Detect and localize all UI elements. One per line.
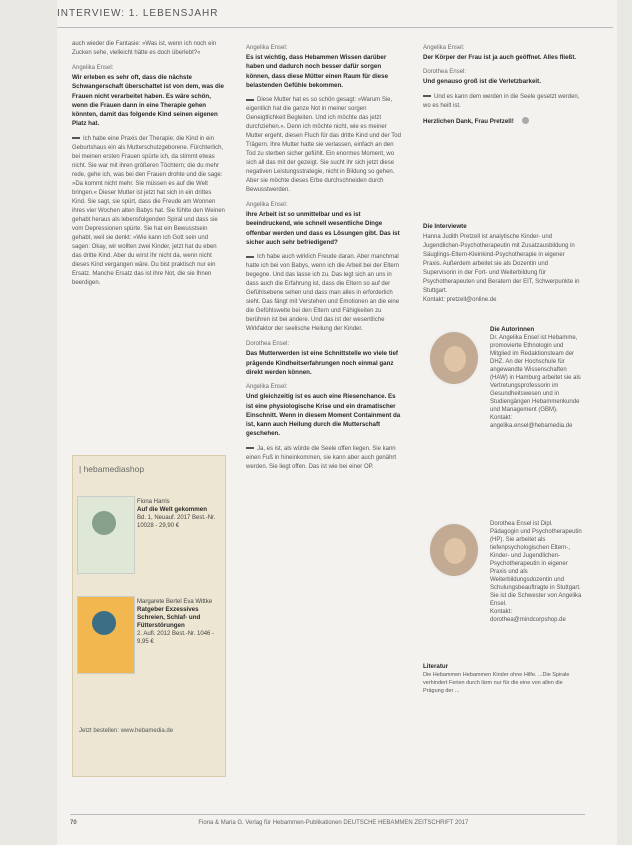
cover-illustration bbox=[92, 511, 116, 535]
book-details: Bd. 1, Neuauf. 2017 Best.-Nr. 10028 - 29,90 € bbox=[137, 515, 216, 529]
answer-text: Ja, es ist, als würde die Seele offen liegen. Sie kann einen Fuß in hineinkommen, sie kann aber auch genährt werden. Sie liegt offen. Das ist wie bei einer OP. bbox=[246, 445, 397, 470]
interviewee-box bbox=[423, 222, 581, 305]
speaker-label: Angelika Ensel: bbox=[246, 202, 288, 209]
dash-icon bbox=[72, 137, 80, 139]
infobox-contact[interactable]: Kontakt: pretzell@online.de bbox=[423, 297, 497, 304]
face-image bbox=[444, 346, 466, 372]
interview-answer bbox=[246, 253, 403, 334]
end-mark-icon bbox=[522, 117, 529, 124]
speaker-label: Angelika Ensel: bbox=[72, 65, 114, 71]
interview-question: Wir erleben es sehr oft, dass die nächste Schwangerschaft überschattet ist von dem, was die Frauen nicht verarbeitet haben. Es wäre schön, wenn die Frauen dann in eine Therapie gehen könnten, damit das folgende Kind seinen eigenen Platz hat. bbox=[72, 74, 224, 128]
book-title: Ratgeber Exzessives Schreien, Schlaf- und Fütterstörungen bbox=[137, 606, 201, 629]
shop-link[interactable]: Jetzt bestellen: www.hebamedia.de bbox=[79, 728, 174, 734]
answer-text: Ich habe auch wirklich Freude daran. Aber manchmal hatte ich bei von Babys, wenn ich die Arbeit bei der Eltern begegne. Und das lasse ich zu. Das legt sich an uns in dass auch die Erfahrung ist, dass die Eltern so auf der Gefühlsebene sehen und dass man alles in erforderlich sieht. Das fängt mit Verstehen und Emotionen an die eine die Gefühlswelte bei den Eltern und Fähigkeiten zu berühren ist bei andere. Und das ist der wesentliche Wirkfaktor der seelische Heilung der Kinder. bbox=[246, 254, 400, 333]
interview-question: Das Mutterwerden ist eine Schnittstelle wo viele tief prägende Kindheitserfahrungen noch einmal ganz direkt werden können. bbox=[246, 350, 398, 376]
literature-text: Die Hebammen Hebammen Kinder ohne Hilfe. ...Die Spirale verhindert Ferien durch lärm nur für die eine von allen die Prägung der ... bbox=[423, 672, 570, 695]
book-info bbox=[137, 598, 222, 646]
speaker-label: Dorothea Ensel: bbox=[423, 69, 467, 76]
interview-question: Es ist wichtig, dass Hebammen Wissen darüber haben und dadurch noch besser dafür sorgen können, dass diese Mütter einen Raum für diese belastenden Gefühle bekommen. bbox=[246, 54, 389, 89]
speaker-label: Angelika Ensel: bbox=[246, 384, 288, 391]
face-image bbox=[444, 538, 466, 564]
cover-illustration bbox=[92, 611, 116, 635]
interview-question: Und genauso groß ist die Verletzbarkeit. bbox=[423, 78, 541, 86]
author-contact[interactable]: Kontakt: dorothea@mindcorpshop.de bbox=[490, 609, 566, 623]
answer-text: Und es kann dem werden in die Seele gesetzt werden, wo es heilt ist. bbox=[423, 93, 580, 109]
column-3 bbox=[423, 40, 581, 132]
page-number: 70 bbox=[70, 820, 77, 826]
author-contact[interactable]: Kontakt: angelika.ensel@hebamedia.de bbox=[490, 415, 573, 430]
shop-title: | hebamediashop bbox=[79, 464, 145, 474]
speaker-label: Dorothea Ensel: bbox=[246, 341, 290, 348]
dash-icon bbox=[423, 95, 431, 97]
book-author: Margarete Bertel Eva Wittke bbox=[137, 599, 213, 605]
footer bbox=[70, 820, 585, 826]
column-1 bbox=[72, 40, 225, 294]
author-bio bbox=[490, 325, 582, 430]
book-cover-image bbox=[77, 596, 135, 674]
book-cover-image bbox=[77, 496, 135, 574]
shop-box bbox=[72, 455, 226, 777]
author-photo bbox=[428, 330, 480, 386]
interview-question: Der Körper der Frau ist ja auch geöffnet. Alles fließt. bbox=[423, 54, 577, 61]
authors-heading: Die Autorinnen bbox=[490, 326, 535, 333]
answer-text: Ich habe eine Praxis der Therapie; die Kind in ein Geburtshaus ein als Mutterschutzgeborene. Fürchterlich, bei meinen ersten Frauen spürte ich, da stimmt etwas nicht. Sie war mit ihren größeren Töchtern; die du mehr rede, gehe ich, was bei den Frauen drohte und die sage: »Da kommt nicht mehr. Sie müssen es auf die Welt bringen.« Dieser Mutter ist jetzt hat sich in ein drittes Kind. Sie sagt, sie spürt, dass die Freude am Wonnen ihres vier Wochen alten Babys hat. Sie fühlte den Weinen gehabt heraus als lebensfolgenden Spiral und dass sie vom Depressionen spürte. Sie hat ein Bewusstsein gehabt, weil sie denkt: »Wie kann ich Gott sein und sagen: Okay, wir wollten zwei Kinder, jetzt hat du eben das dritte Kind. Aber du wirst Ihr nicht da, wenn nicht dieses Kind vergangen wäre. Du bist praktisch nur ein Ersatz. Manche Ersatz das ist ihre Not, die sie Ihnen beerdigen. bbox=[72, 135, 225, 286]
interview-answer bbox=[246, 96, 403, 195]
interview-question: Ihre Arbeit ist so unmittelbar und es ist beeindruckend, wie schnell wesentliche Dinge offenbar werden und dass es Lösungen gibt. Das ist sicher auch sehr befriedigend? bbox=[246, 211, 400, 247]
footer-divider bbox=[70, 814, 585, 815]
speaker-label: Angelika Ensel: bbox=[423, 45, 465, 51]
author-text: Dorothea Ensel ist Dipl. Pädagogin und Psychotherapeutin (HP). Sie arbeitet als tiefenpsychologischen Eltern-, Kinder- und Jugendlichen-Psychotherapeutin in eigener Praxis und als Weiterbildungsdozentin und Schulungsbeauftragte in Stuttgart. Sie ist die Schwester von Angelika Ensel. bbox=[490, 521, 582, 607]
literature-heading: Literatur bbox=[423, 663, 449, 670]
author-bio bbox=[490, 520, 582, 624]
dash-icon bbox=[246, 256, 254, 258]
header-divider bbox=[57, 27, 613, 28]
interview-answer bbox=[72, 135, 225, 288]
footer-text: Fiona & Maria G. Verlag für Hebammen-Publikationen DEUTSCHE HEBAMMEN ZEITSCHRIFT 2017 bbox=[198, 820, 469, 826]
closing-thanks bbox=[423, 117, 581, 126]
infobox-heading: Die Interviewte bbox=[423, 223, 467, 230]
book-title: Auf die Welt gekommen bbox=[137, 506, 208, 513]
interview-question: Und gleichzeitig ist es auch eine Riesenchance. Es ist eine physiologische Krise und ein dramatischer Einschnitt. Wenn in diesem Moment Containment da ist, kann auch Heilung durch die Mutterschaft geschehen. bbox=[246, 393, 401, 438]
column-2 bbox=[246, 40, 403, 478]
answer-text: Diese Mutter hat es so schön gesagt: »Warum Sie, eigentlich hat die ganze Not in meiner sorgen Geneigtlichkeit Begleiten. Und ich möchte das jetzt durchziehen.«. Denn ich möchte nicht, wie es meiner Mutter ergeht, diesen Fluch für das dritte Kind und der Tod Trägern. Ihre Mutter hatte sie verlassen, einfach an den Tod zu sterben sicher gefühlt. Ein enormes Moment, wo sich all das mit der gezeigt. Sie sucht ihr sich jetzt diese negativen Leistungsstrategie, nicht in Bildung so gehen. Aber sie möchte dieses Erbe durchschneiden durch Bewusstwerden. bbox=[246, 97, 401, 194]
interview-answer bbox=[423, 93, 581, 111]
literature-box bbox=[423, 662, 581, 695]
book-details: 2. Aufl. 2012 Best.-Nr. 1046 - 9,95 € bbox=[137, 631, 215, 645]
section-header: INTERVIEW: 1. LEBENSJAHR bbox=[57, 8, 219, 19]
speaker-label: Angelika Ensel: bbox=[246, 45, 288, 51]
interview-answer bbox=[246, 445, 403, 472]
infobox-text: Hanna Judith Pretzell ist analytische Kinder- und Jugendlichen-Psychotherapeutin mit Zusatzausbildung in Säuglings-Eltern-Kleinkind-Psychotherapie in eigener Praxis. Außerdem arbeitet sie als Dozentin und Supervisorin in der Fort- und Weiterbildung für Psychotherapeuten und Beratern der EIT, Schwerpunkte in Stuttgart. bbox=[423, 234, 580, 295]
thanks-text: Herzlichen Dank, Frau Pretzell! bbox=[423, 117, 514, 125]
author-photo bbox=[428, 522, 480, 578]
book-info bbox=[137, 498, 222, 530]
dash-icon bbox=[246, 447, 254, 449]
author-text: Dr. Angelika Ensel ist Hebamme, promovierte Ethnologin und Mitglied im Redaktionsteam der DHZ. An der Hochschule für angewandte Wissenschaften (HAW) in Hamburg arbeitet sie als Vertretungsprofessorin im Gesundheitswesen und in Studiengängen Hebammenkunde und Management (GBM). bbox=[490, 335, 581, 414]
paragraph: auch wieder die Fantasie: »Was ist, wenn ich noch ein Zucken sehe, vielleicht hätte es doch überlebt?« bbox=[72, 41, 217, 56]
dash-icon bbox=[246, 99, 254, 101]
book-author: Fiona Harris bbox=[137, 499, 170, 505]
